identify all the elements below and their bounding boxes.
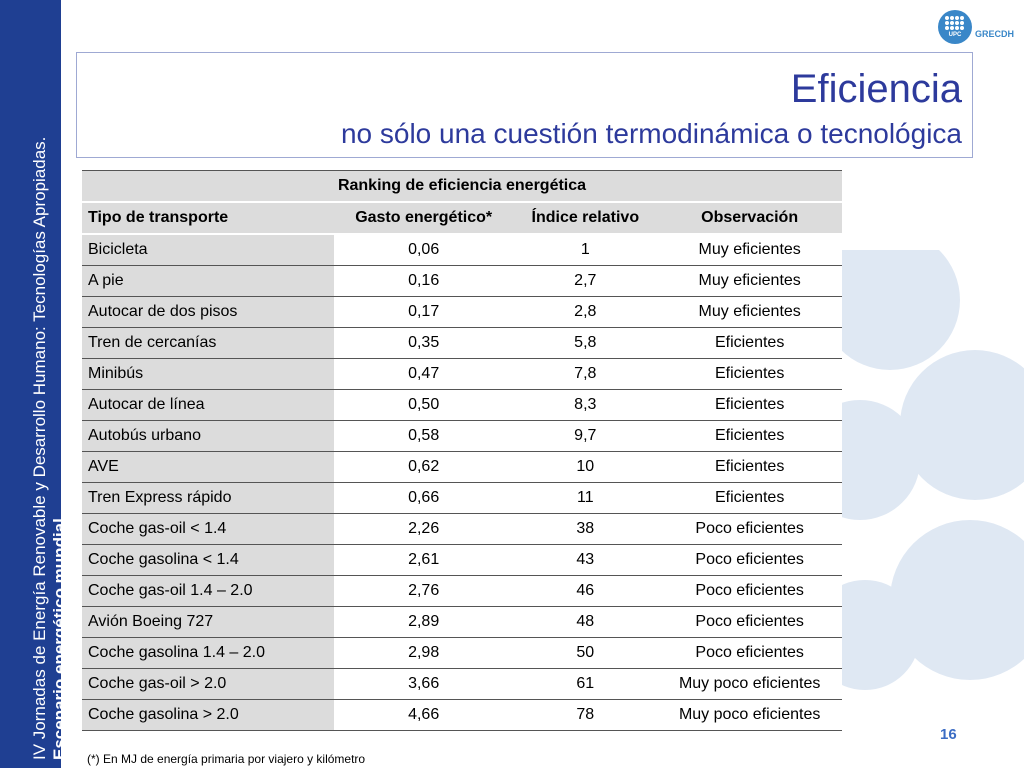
cell-energy: 0,50 bbox=[334, 390, 513, 421]
cell-energy: 0,35 bbox=[334, 328, 513, 359]
cell-energy: 2,89 bbox=[334, 607, 513, 638]
cell-observation: Eficientes bbox=[657, 328, 842, 359]
logo-name: GRECDH bbox=[975, 29, 1015, 39]
cell-index: 38 bbox=[513, 514, 657, 545]
table-row bbox=[82, 452, 842, 483]
efficiency-ranking-table bbox=[82, 170, 842, 731]
cell-observation: Muy poco eficientes bbox=[657, 669, 842, 700]
cell-observation: Muy eficientes bbox=[657, 297, 842, 328]
page-number: 16 bbox=[940, 726, 957, 743]
table-caption: Ranking de eficiencia energética bbox=[82, 171, 842, 203]
cell-energy: 4,66 bbox=[334, 700, 513, 731]
cell-energy: 0,66 bbox=[334, 483, 513, 514]
cell-transport: AVE bbox=[82, 452, 334, 483]
cell-observation: Poco eficientes bbox=[657, 607, 842, 638]
cell-observation: Poco eficientes bbox=[657, 638, 842, 669]
event-title: IV Jornadas de Energía Renovable y Desarrollo Humano: Tecnologías Apropiadas. bbox=[30, 136, 49, 760]
table-row bbox=[82, 514, 842, 545]
table-row bbox=[82, 576, 842, 607]
cell-index: 78 bbox=[513, 700, 657, 731]
title-box bbox=[76, 52, 973, 158]
cell-transport: Avión Boeing 727 bbox=[82, 607, 334, 638]
cell-transport: Tren de cercanías bbox=[82, 328, 334, 359]
slide-title: Eficiencia bbox=[790, 67, 962, 111]
cell-observation: Poco eficientes bbox=[657, 514, 842, 545]
cell-transport: Autocar de línea bbox=[82, 390, 334, 421]
cell-energy: 3,66 bbox=[334, 669, 513, 700]
table-header-row bbox=[82, 202, 842, 234]
cell-observation: Muy eficientes bbox=[657, 266, 842, 297]
cell-observation: Eficientes bbox=[657, 359, 842, 390]
cell-observation: Muy eficientes bbox=[657, 234, 842, 266]
slide-subtitle: no sólo una cuestión termodinámica o tecnológica bbox=[340, 118, 962, 149]
cell-observation: Eficientes bbox=[657, 390, 842, 421]
column-header-energy: Gasto energético* bbox=[334, 202, 513, 234]
cell-observation: Muy poco eficientes bbox=[657, 700, 842, 731]
column-header-observation: Observación bbox=[657, 202, 842, 234]
column-header-index: Índice relativo bbox=[513, 202, 657, 234]
table-row bbox=[82, 483, 842, 514]
cell-transport: Minibús bbox=[82, 359, 334, 390]
cell-transport: Coche gas-oil > 2.0 bbox=[82, 669, 334, 700]
table-row bbox=[82, 545, 842, 576]
section-title: Escenario energético mundial bbox=[50, 518, 69, 760]
table-row bbox=[82, 638, 842, 669]
cell-observation: Poco eficientes bbox=[657, 576, 842, 607]
cell-energy: 0,06 bbox=[334, 234, 513, 266]
table-row bbox=[82, 607, 842, 638]
cell-energy: 0,17 bbox=[334, 297, 513, 328]
cell-index: 11 bbox=[513, 483, 657, 514]
cell-observation: Eficientes bbox=[657, 421, 842, 452]
cell-index: 10 bbox=[513, 452, 657, 483]
cell-transport: Coche gasolina > 2.0 bbox=[82, 700, 334, 731]
cell-index: 48 bbox=[513, 607, 657, 638]
footnote: (*) En MJ de energía primaria por viajero y kilómetro bbox=[87, 752, 366, 766]
cell-transport: Autocar de dos pisos bbox=[82, 297, 334, 328]
cell-index: 1 bbox=[513, 234, 657, 266]
table-row bbox=[82, 390, 842, 421]
cell-observation: Eficientes bbox=[657, 452, 842, 483]
cell-transport: A pie bbox=[82, 266, 334, 297]
cell-index: 43 bbox=[513, 545, 657, 576]
cell-observation: Poco eficientes bbox=[657, 545, 842, 576]
cell-index: 46 bbox=[513, 576, 657, 607]
table-row bbox=[82, 266, 842, 297]
cell-transport: Coche gas-oil < 1.4 bbox=[82, 514, 334, 545]
table-row bbox=[82, 421, 842, 452]
table-row bbox=[82, 297, 842, 328]
column-header-transport: Tipo de transporte bbox=[82, 202, 334, 234]
cell-energy: 2,26 bbox=[334, 514, 513, 545]
cell-transport: Coche gasolina < 1.4 bbox=[82, 545, 334, 576]
sidebar bbox=[0, 0, 69, 768]
cell-energy: 2,98 bbox=[334, 638, 513, 669]
cell-index: 2,7 bbox=[513, 266, 657, 297]
cell-transport: Coche gas-oil 1.4 – 2.0 bbox=[82, 576, 334, 607]
cell-energy: 0,47 bbox=[334, 359, 513, 390]
cell-observation: Eficientes bbox=[657, 483, 842, 514]
cell-energy: 0,62 bbox=[334, 452, 513, 483]
cell-energy: 0,58 bbox=[334, 421, 513, 452]
logo-emblem-text: UPC bbox=[948, 32, 962, 38]
table-row bbox=[82, 328, 842, 359]
table-row bbox=[82, 669, 842, 700]
table-body bbox=[82, 234, 842, 731]
cell-transport: Bicicleta bbox=[82, 234, 334, 266]
watermark-circle bbox=[900, 350, 1024, 500]
dots-icon bbox=[945, 16, 965, 32]
cell-index: 8,3 bbox=[513, 390, 657, 421]
table-caption-row bbox=[82, 171, 842, 203]
cell-energy: 0,16 bbox=[334, 266, 513, 297]
cell-transport: Autobús urbano bbox=[82, 421, 334, 452]
cell-index: 50 bbox=[513, 638, 657, 669]
cell-transport: Coche gasolina 1.4 – 2.0 bbox=[82, 638, 334, 669]
table-row bbox=[82, 359, 842, 390]
cell-index: 5,8 bbox=[513, 328, 657, 359]
table-row bbox=[82, 700, 842, 731]
cell-index: 7,8 bbox=[513, 359, 657, 390]
cell-energy: 2,76 bbox=[334, 576, 513, 607]
cell-energy: 2,61 bbox=[334, 545, 513, 576]
upc-grecdh-logo bbox=[938, 10, 1018, 46]
table-row bbox=[82, 234, 842, 266]
upc-emblem-icon bbox=[938, 10, 972, 44]
cell-index: 2,8 bbox=[513, 297, 657, 328]
sidebar-text bbox=[30, 20, 70, 760]
cell-transport: Tren Express rápido bbox=[82, 483, 334, 514]
cell-index: 9,7 bbox=[513, 421, 657, 452]
cell-index: 61 bbox=[513, 669, 657, 700]
